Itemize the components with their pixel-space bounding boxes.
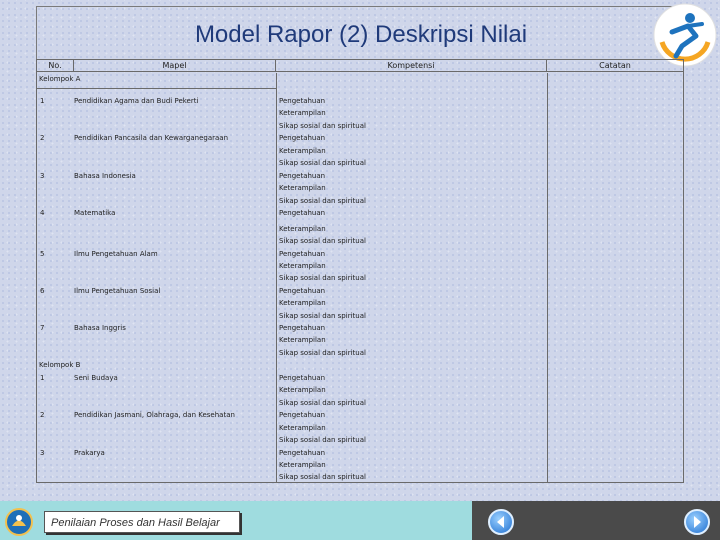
subject-no: 5	[40, 250, 45, 258]
tut-wuri-handayani-emblem-icon	[4, 507, 34, 537]
competency: Sikap sosial dan spiritual	[279, 159, 366, 167]
subject-name: Bahasa Inggris	[74, 324, 126, 332]
subject-no: 6	[40, 287, 45, 295]
column-divider	[276, 73, 277, 482]
slide-title: Model Rapor (2) Deskripsi Nilai	[194, 21, 528, 48]
column-divider	[547, 73, 548, 482]
competency: Keterampilan	[279, 461, 326, 469]
competency: Pengetahuan	[279, 374, 326, 382]
competency: Sikap sosial dan spiritual	[279, 274, 366, 282]
subject-name: Bahasa Indonesia	[74, 172, 136, 180]
competency: Keterampilan	[279, 262, 326, 270]
competency: Pengetahuan	[279, 287, 326, 295]
competency: Sikap sosial dan spiritual	[279, 436, 366, 444]
competency: Sikap sosial dan spiritual	[279, 349, 366, 357]
subject-no: 3	[40, 449, 45, 457]
subject-no: 2	[40, 411, 45, 419]
subject-no: 4	[40, 209, 45, 217]
subject-no: 1	[40, 374, 45, 382]
report-table	[36, 59, 684, 483]
competency: Sikap sosial dan spiritual	[279, 312, 366, 320]
competency: Sikap sosial dan spiritual	[279, 399, 366, 407]
header-kompetensi: Kompetensi	[276, 60, 547, 72]
competency: Pengetahuan	[279, 449, 326, 457]
competency: Pengetahuan	[279, 411, 326, 419]
competency: Keterampilan	[279, 299, 326, 307]
header-catatan: Catatan	[547, 60, 683, 72]
title-box	[36, 6, 686, 60]
arrow-right-icon	[686, 511, 708, 533]
subject-name: Ilmu Pengetahuan Alam	[74, 250, 158, 258]
subject-name: Matematika	[74, 209, 116, 217]
header-no: No.	[37, 60, 74, 72]
subject-name: Prakarya	[74, 449, 105, 457]
subject-no: 7	[40, 324, 45, 332]
subject-name: Seni Budaya	[74, 374, 118, 382]
subject-name: Ilmu Pengetahuan Sosial	[74, 287, 161, 295]
subject-no: 2	[40, 134, 45, 142]
subject-name: Pendidikan Pancasila dan Kewarganegaraan	[74, 134, 229, 142]
competency: Keterampilan	[279, 424, 326, 432]
competency: Keterampilan	[279, 336, 326, 344]
group-label-a: Kelompok A	[39, 75, 81, 83]
competency: Keterampilan	[279, 225, 326, 233]
subject-name: Pendidikan Jasmani, Olahraga, dan Kesehatan	[74, 411, 235, 419]
subject-no: 3	[40, 172, 45, 180]
subject-no: 1	[40, 97, 45, 105]
row-divider	[37, 88, 276, 89]
competency: Pengetahuan	[279, 324, 326, 332]
arrow-left-icon	[490, 511, 512, 533]
competency: Keterampilan	[279, 184, 326, 192]
competency: Keterampilan	[279, 147, 326, 155]
competency: Keterampilan	[279, 386, 326, 394]
footer-label: Penilaian Proses dan Hasil Belajar	[44, 511, 240, 533]
competency: Pengetahuan	[279, 209, 326, 217]
competency: Sikap sosial dan spiritual	[279, 237, 366, 245]
competency: Pengetahuan	[279, 97, 326, 105]
competency: Sikap sosial dan spiritual	[279, 473, 366, 481]
group-label-b: Kelompok B	[39, 361, 81, 369]
prev-slide-button[interactable]	[488, 509, 514, 535]
competency: Pengetahuan	[279, 134, 326, 142]
competency: Keterampilan	[279, 109, 326, 117]
next-slide-button[interactable]	[684, 509, 710, 535]
header-mapel: Mapel	[74, 60, 276, 72]
subject-name: Pendidikan Agama dan Budi Pekerti	[74, 97, 199, 105]
competency: Sikap sosial dan spiritual	[279, 197, 366, 205]
competency: Pengetahuan	[279, 250, 326, 258]
competency: Pengetahuan	[279, 172, 326, 180]
competency: Sikap sosial dan spiritual	[279, 122, 366, 130]
